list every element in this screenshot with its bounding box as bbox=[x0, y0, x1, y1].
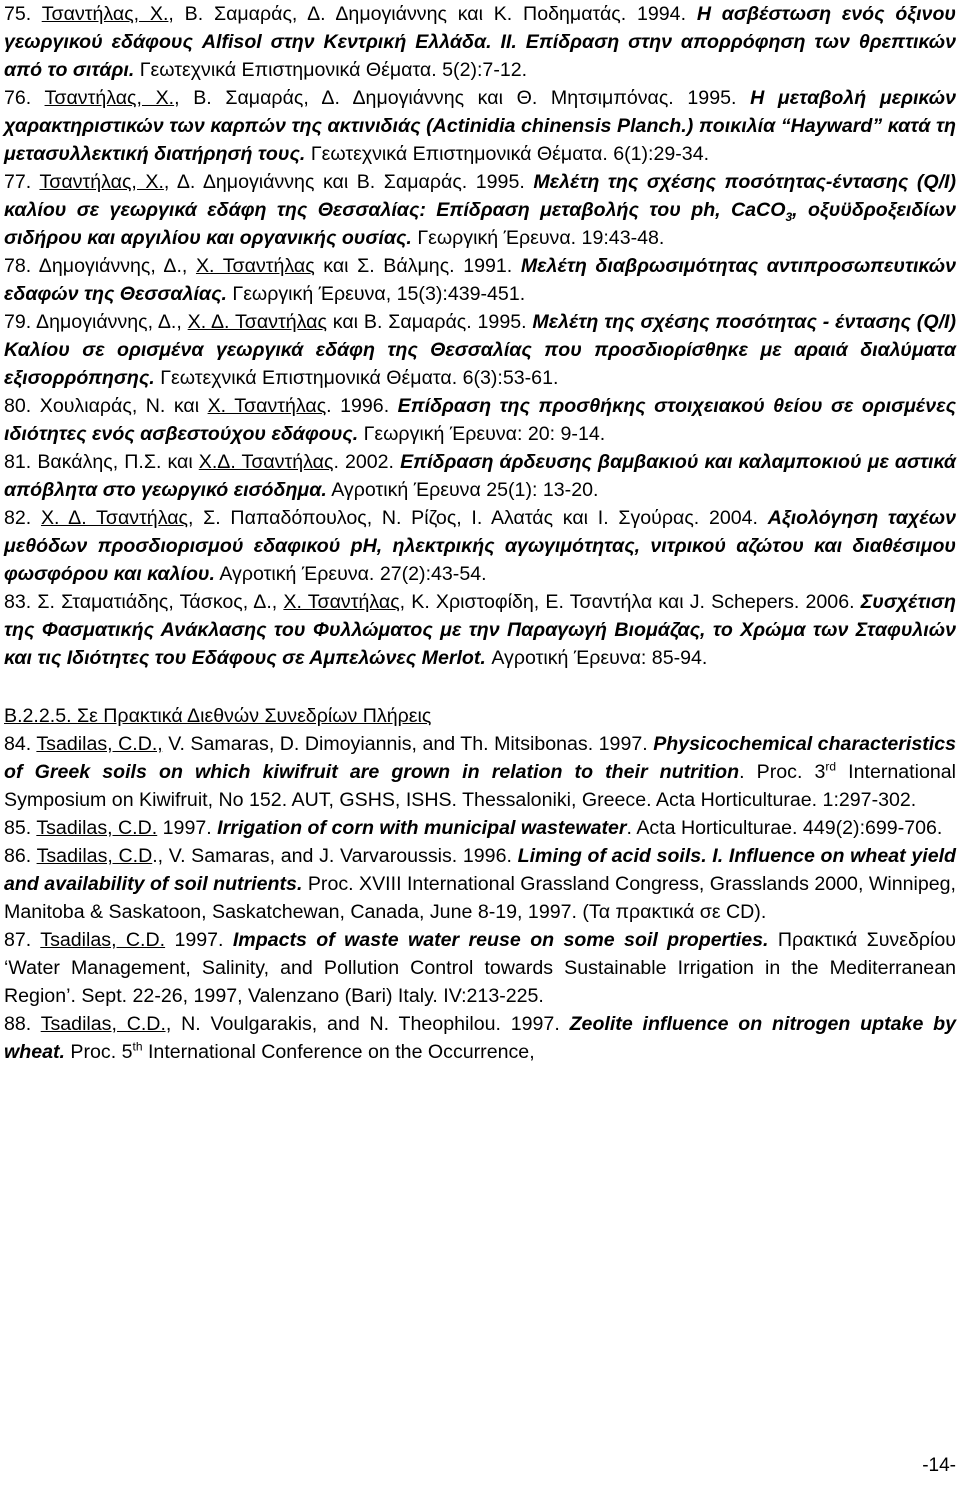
author-highlight: Χ. Τσαντήλας bbox=[207, 395, 327, 417]
reference-item bbox=[4, 926, 956, 1010]
reference-number: 87. bbox=[4, 929, 32, 951]
superscript: rd bbox=[825, 759, 837, 774]
author-rest: , Δ. Δημογιάννης και Β. Σαμαράς. 1995. bbox=[163, 171, 525, 193]
author-lead: Βακάλης, Π.Σ. και bbox=[37, 451, 199, 473]
reference-list bbox=[4, 0, 956, 1066]
title-part: , οξυϋδροξειδίων σιδήρου και αργιλίου και οργανικής ουσίας. bbox=[4, 199, 956, 249]
reference-title: Επίδραση της προσθήκης στοιχειακού θείου σε ορισμένες ιδιότητες ενός ασβεστούχου εδάφους. bbox=[4, 395, 957, 445]
reference-authors bbox=[40, 395, 389, 417]
reference-authors bbox=[36, 733, 647, 755]
reference-title: Irrigation of corn with municipal wastewater bbox=[217, 817, 627, 839]
reference-authors bbox=[39, 171, 524, 193]
reference-title: Physicochemical characteristics of Greek soils on which kiwifruit are grown in relation to their nutrition bbox=[4, 733, 957, 783]
reference-source: Αγροτική Έρευνα 25(1): 13-20. bbox=[331, 479, 599, 501]
author-highlight: Χ. Δ. Τσαντήλας bbox=[40, 507, 188, 529]
author-rest: . 2002. bbox=[333, 451, 394, 473]
reference-source: Πρακτικά Συνεδρίου ‘Water Management, Salinity, and Pollution Control towards Sustainable Irrigation in the Mediterranean Region’. Sept. 22-26, 1997, Valenzano (Bari) Italy. IV:213-225. bbox=[4, 929, 956, 1007]
reference-title: Η ασβέστωση ενός όξινου γεωργικού εδάφους Alfisol στην Κεντρική Ελλάδα. ΙΙ. Επίδραση στην απορρόφηση των θρεπτικών από το σιτάρι. bbox=[4, 3, 957, 81]
reference-number: 75. bbox=[4, 3, 32, 25]
reference-number: 86. bbox=[4, 845, 32, 867]
source-part: International Conference on the Occurrence, bbox=[142, 1041, 535, 1063]
author-lead: Χουλιαράς, Ν. και bbox=[39, 395, 208, 417]
author-highlight: Tsadilas, C.D bbox=[36, 845, 153, 867]
reference-item bbox=[4, 0, 956, 84]
reference-title: Αξιολόγηση ταχέων μεθόδων προσδιορισμού εδαφικού pH, ηλεκτρικής αγωγιμότητας, νιτρικού αζώτου και διαθέσιμου φωσφόρου και καλίου. bbox=[4, 507, 956, 585]
reference-source: Γεωτεχνικά Επιστημονικά Θέματα. 6(3):53-61. bbox=[160, 367, 559, 389]
reference-authors bbox=[36, 817, 211, 839]
reference-title: Η μεταβολή μερικών χαρακτηριστικών των καρπών της ακτινιδιάς (Actinidia chinensis Planch.) ποικιλία “Hayward” κατά τη μετασυλλεκτική διατήρησή τους. bbox=[4, 87, 956, 165]
reference-authors bbox=[41, 1013, 560, 1035]
author-rest: N. Voulgarakis, and N. Theophilou. 1997. bbox=[171, 1013, 560, 1035]
author-highlight: Χ.Δ. Τσαντήλας bbox=[198, 451, 334, 473]
author-highlight: Tsadilas, C.D., bbox=[40, 1013, 172, 1035]
reference-source: Γεωργική Έρευνα: 20: 9-14. bbox=[363, 423, 606, 445]
reference-title: Liming of acid soils. I. Influence on wheat yield and availability of soil nutrients. bbox=[4, 845, 957, 895]
author-highlight: Tsadilas, C.D. bbox=[36, 817, 158, 839]
reference-number: 81. bbox=[4, 451, 32, 473]
reference-authors bbox=[45, 87, 737, 109]
author-lead: Δημογιάννης, Δ., bbox=[38, 255, 196, 277]
author-highlight: Χ. Τσαντήλας bbox=[195, 255, 315, 277]
reference-authors bbox=[37, 451, 394, 473]
reference-source: Γεωτεχνικά Επιστημονικά Θέματα. 5(2):7-12. bbox=[139, 59, 528, 81]
reference-number: 78. bbox=[4, 255, 32, 277]
author-rest: , Β. Σαμαράς, Δ. Δημογιάννης και Θ. Μητσιμπόνας. 1995. bbox=[174, 87, 737, 109]
reference-item bbox=[4, 730, 956, 814]
reference-title: Impacts of waste water reuse on some soil properties. bbox=[232, 929, 769, 951]
author-rest: , Β. Σαμαράς, Δ. Δημογιάννης και Κ. Ποδηματάς. 1994. bbox=[168, 3, 687, 25]
reference-authors bbox=[37, 845, 512, 867]
reference-item bbox=[4, 814, 956, 842]
reference-authors bbox=[39, 255, 512, 277]
reference-item bbox=[4, 168, 956, 252]
author-highlight: Tsadilas, C.D. bbox=[40, 929, 166, 951]
reference-source: Αγροτική Έρευνα. 27(2):43-54. bbox=[219, 563, 487, 585]
author-highlight: Τσαντήλας, Χ. bbox=[41, 3, 169, 25]
author-lead: Δημογιάννης, Δ., bbox=[36, 311, 188, 333]
author-highlight: Tsadilas, C.D., bbox=[36, 733, 163, 755]
reference-source bbox=[65, 1041, 535, 1063]
author-rest: και Σ. Βάλμης. 1991. bbox=[314, 255, 513, 277]
source-part: International Symposium on Kiwifruit, No 152. AUT, GSHS, ISHS. Thessaloniki, Greece. Acta Horticulturae. 1:297-302. bbox=[4, 761, 956, 811]
reference-number: 76. bbox=[4, 87, 32, 109]
author-rest: V. Samaras, D. Dimoyiannis, and Th. Mitsibonas. 1997. bbox=[162, 733, 648, 755]
title-part: Μελέτη της σχέσης ποσότητας-έντασης (Q/I) καλίου σε γεωργικά εδάφη της Θεσσαλίας: Επίδραση μεταβολής του ph, CaCO bbox=[4, 171, 957, 221]
reference-number: 88. bbox=[4, 1013, 32, 1035]
reference-item bbox=[4, 84, 956, 168]
reference-authors bbox=[41, 507, 758, 529]
reference-item bbox=[4, 252, 956, 308]
reference-title: Zeolite influence on nitrogen uptake by wheat. bbox=[4, 1013, 956, 1063]
reference-title: Μελέτη διαβρωσιμότητας αντιπροσωπευτικών εδαφών της Θεσσαλίας. bbox=[4, 255, 957, 305]
reference-source: Proc. XVIII International Grassland Congress, Grasslands 2000, Winnipeg, Manitoba & Saskatoon, Saskatchewan, Canada, June 8-19, 1997. (Τα πρακτικά σε CD). bbox=[4, 873, 956, 923]
reference-item bbox=[4, 588, 956, 672]
author-highlight: Χ. Δ. Τσαντήλας bbox=[187, 311, 327, 333]
reference-authors bbox=[36, 311, 527, 333]
reference-item bbox=[4, 842, 956, 926]
subscript: 3 bbox=[785, 209, 793, 224]
reference-number: 83. bbox=[4, 591, 32, 613]
reference-item bbox=[4, 1010, 956, 1066]
reference-item bbox=[4, 392, 956, 448]
author-rest: 1997. bbox=[157, 817, 212, 839]
source-part: Proc. 5 bbox=[64, 1041, 133, 1063]
reference-source: . Acta Horticulturae. 449(2):699-706. bbox=[626, 817, 943, 839]
reference-number: 82. bbox=[4, 507, 32, 529]
reference-number: 85. bbox=[4, 817, 32, 839]
author-rest: . 1996. bbox=[326, 395, 390, 417]
reference-item bbox=[4, 308, 956, 392]
reference-title: Μελέτη της σχέσης ποσότητας - έντασης (Q/I) Καλίου σε ορισμένα γεωργικά εδάφη της Θεσσαλίας που προσδιορίσθηκε με αραιά διαλύματα εξισορρόπησης. bbox=[4, 311, 956, 389]
reference-authors bbox=[42, 3, 686, 25]
reference-authors bbox=[37, 591, 854, 613]
author-rest: ., V. Samaras, and J. Varvaroussis. 1996. bbox=[152, 845, 512, 867]
author-rest: και Β. Σαμαράς. 1995. bbox=[326, 311, 527, 333]
source-part: . Proc. 3 bbox=[739, 761, 826, 783]
author-highlight: Τσαντήλας, Χ. bbox=[44, 87, 175, 109]
author-highlight: Χ. Τσαντήλας bbox=[283, 591, 400, 613]
reference-title: Επίδραση άρδευσης βαμβακιού και καλαμποκιού με αστικά απόβλητα στο γεωργικό εισόδημα. bbox=[4, 451, 956, 501]
reference-source: Γεωτεχνικά Επιστημονικά Θέματα. 6(1):29-34. bbox=[310, 143, 710, 165]
reference-source: Γεωργική Έρευνα, 15(3):439-451. bbox=[232, 283, 526, 305]
reference-item bbox=[4, 504, 956, 588]
author-rest: , Σ. Παπαδόπουλος, Ν. Ρίζος, Ι. Αλατάς και Ι. Σγούρας. 2004. bbox=[187, 507, 758, 529]
reference-number: 80. bbox=[4, 395, 32, 417]
reference-source: Γεωργική Έρευνα. 19:43-48. bbox=[417, 227, 665, 249]
page-number: -14- bbox=[922, 1455, 956, 1476]
reference-number: 79. bbox=[4, 311, 32, 333]
reference-authors bbox=[40, 929, 223, 951]
section-heading: Β.2.2.5. Σε Πρακτικά Διεθνών Συνεδρίων Πλήρεις bbox=[4, 705, 432, 727]
reference-title: Συσχέτιση της Φασματικής Ανάκλασης του Φυλλώματος με την Παραγωγή Βιομάζας, το Χρώμα των Σταφυλιών και τις Ιδιότητες του Εδάφους σε Αμπελώνες Merlot. bbox=[4, 591, 956, 669]
superscript: th bbox=[132, 1039, 143, 1054]
reference-item bbox=[4, 448, 956, 504]
reference-source: Αγροτική Έρευνα: 85-94. bbox=[491, 647, 708, 669]
reference-number: 77. bbox=[4, 171, 32, 193]
author-highlight: Τσαντήλας, Χ. bbox=[39, 171, 164, 193]
author-rest: 1997. bbox=[165, 929, 224, 951]
author-lead: Σ. Σταματιάδης, Τάσκος, Δ., bbox=[37, 591, 284, 613]
author-rest: , Κ. Χριστοφίδη, Ε. Τσαντήλα και J. Schepers. 2006. bbox=[399, 591, 855, 613]
reference-number: 84. bbox=[4, 733, 32, 755]
